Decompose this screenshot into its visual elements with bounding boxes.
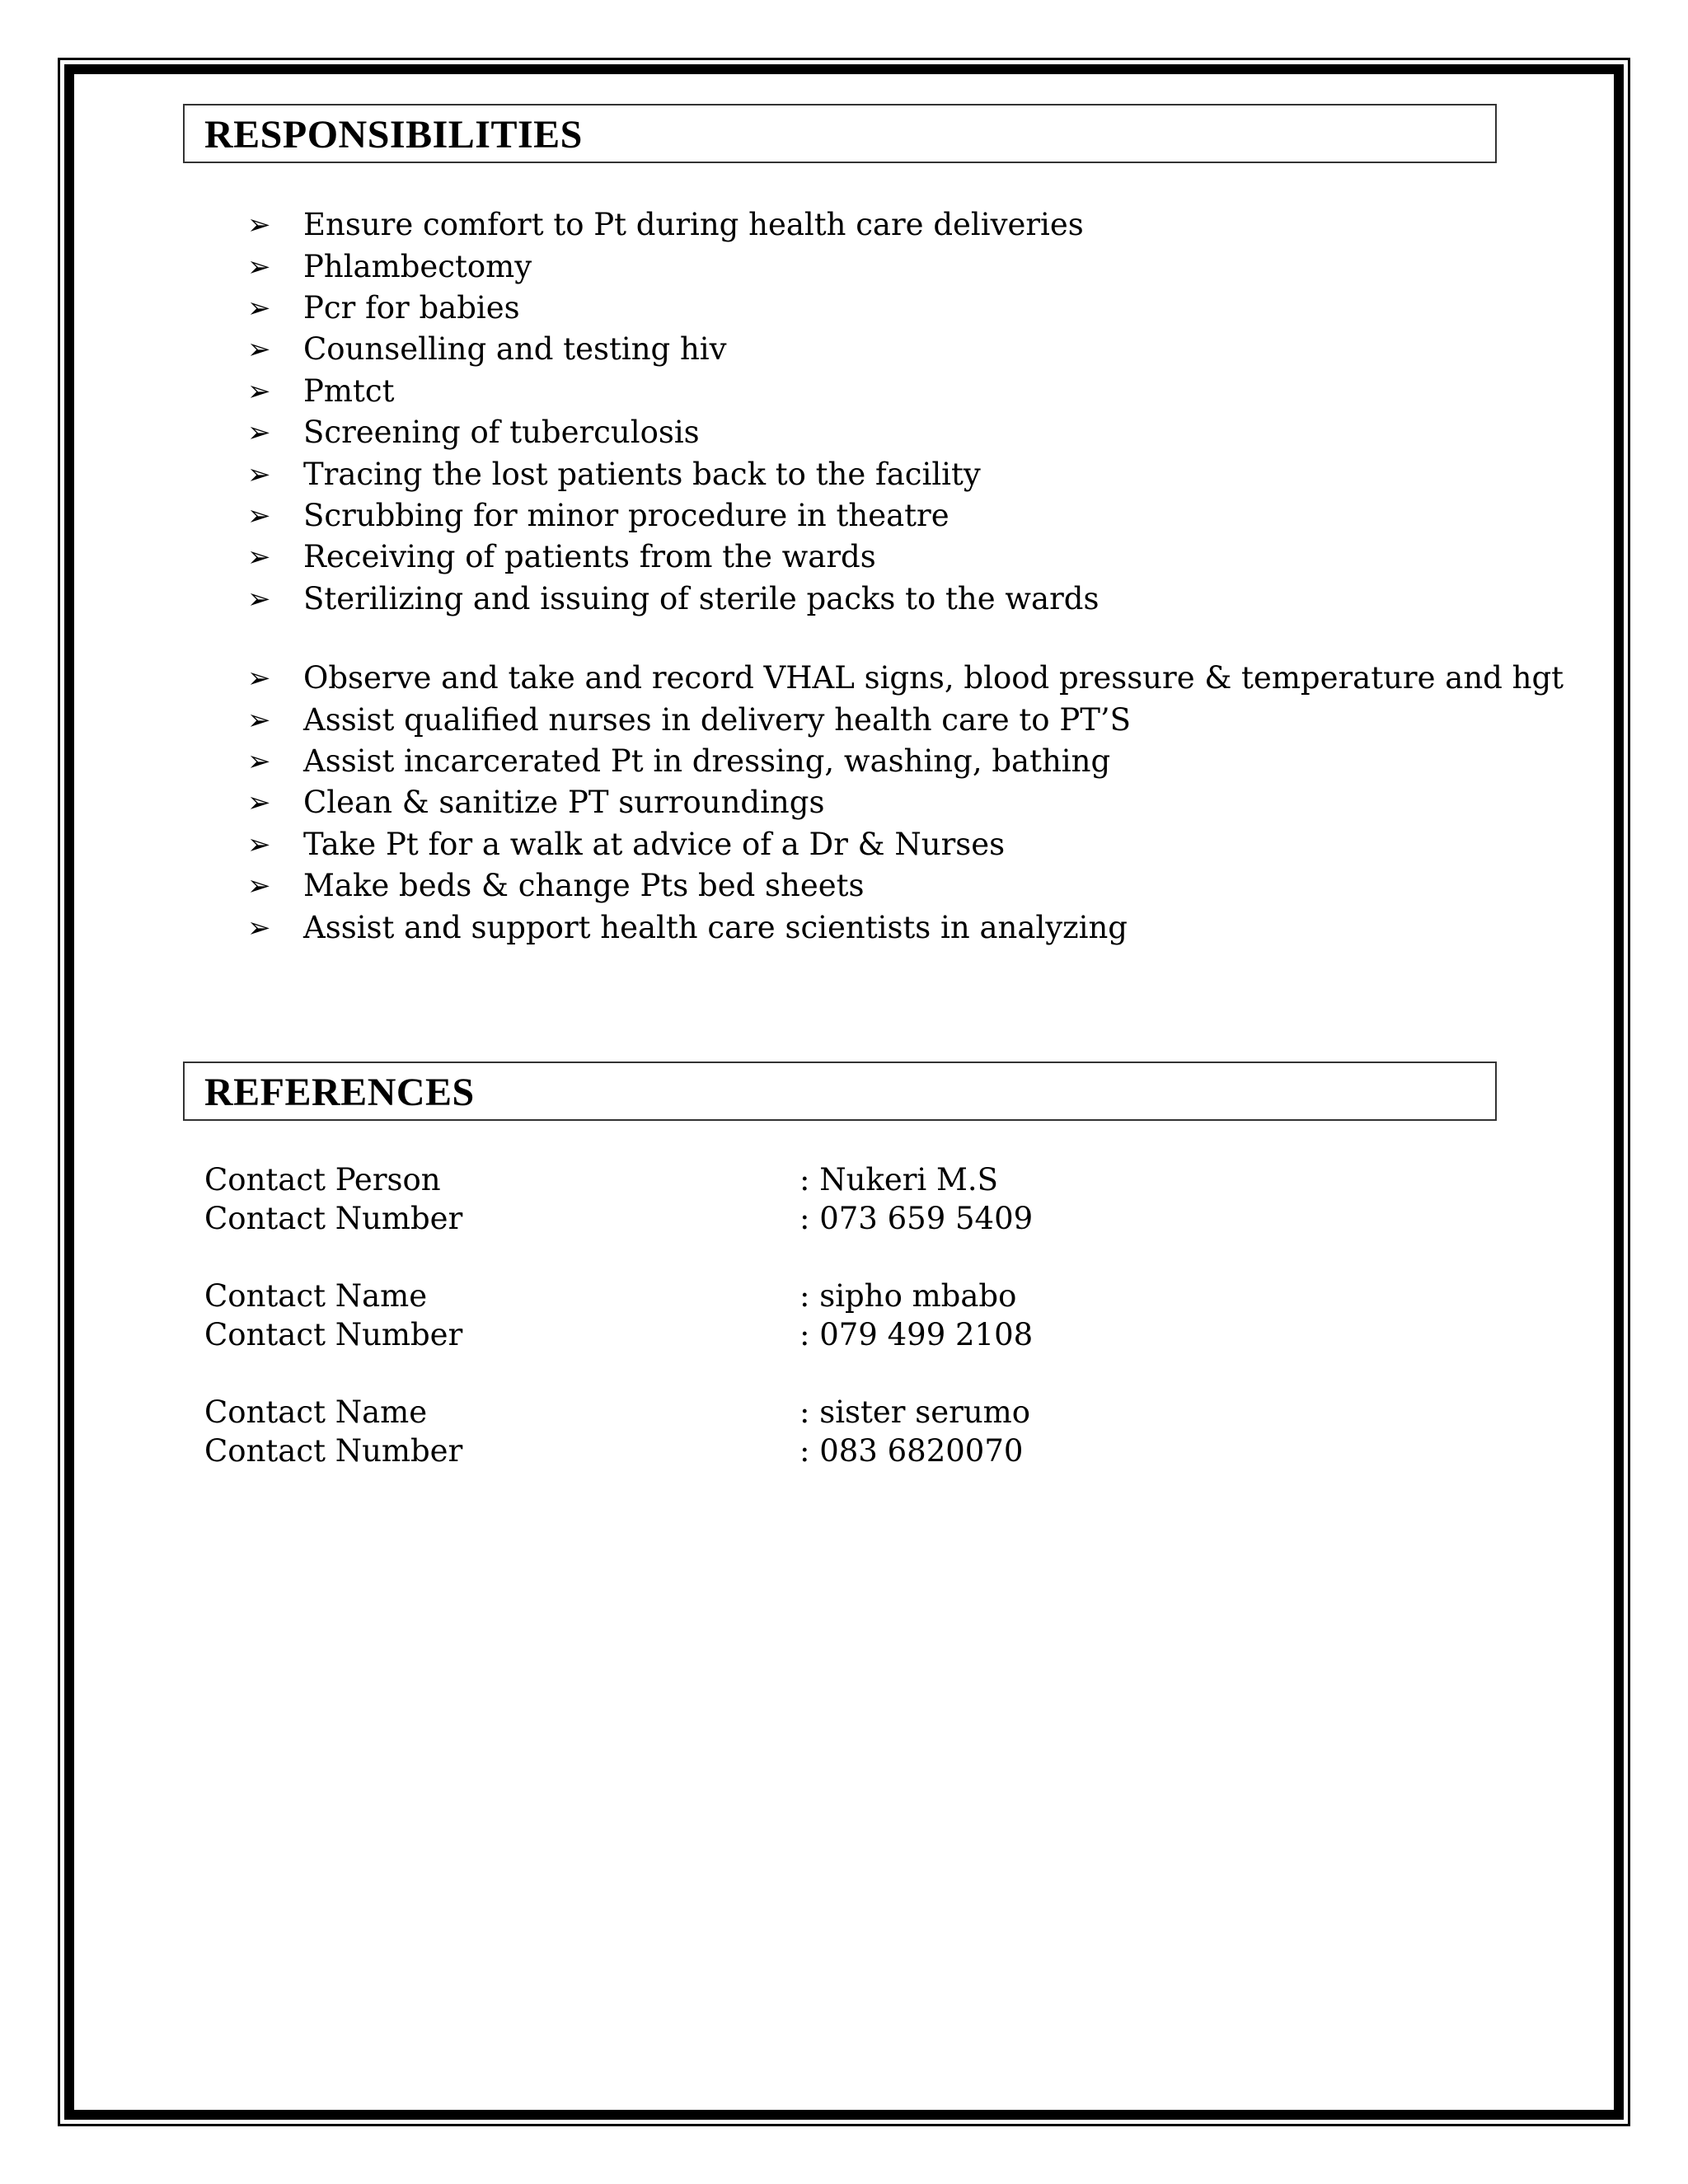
arrow-bullet-icon: ➢: [247, 457, 271, 491]
reference-value: : sister serumo: [799, 1394, 1031, 1430]
arrow-bullet-icon: ➢: [247, 703, 271, 737]
list-item: ➢ Pmtct: [247, 371, 1099, 412]
arrow-bullet-icon: ➢: [247, 541, 271, 574]
reference-label: Contact Name: [204, 1278, 428, 1314]
list-item: ➢ Phlambectomy: [247, 246, 1099, 287]
list-item: ➢ Take Pt for a walk at advice of a Dr & Nurses: [247, 824, 1564, 865]
list-item: ➢ Tracing the lost patients back to the facility: [247, 453, 1099, 494]
list-item: ➢ Ensure comfort to Pt during health care deliveries: [247, 204, 1099, 246]
reference-spacer: [204, 1354, 1358, 1393]
references-list: [204, 1160, 1358, 1470]
reference-row: [204, 1160, 1358, 1199]
arrow-bullet-icon: ➢: [247, 499, 271, 532]
list-item: ➢ Pcr for babies: [247, 288, 1099, 329]
list-item: ➢ Observe and take and record VHAL signs, blood pressure & temperature and hgt: [247, 658, 1564, 699]
arrow-bullet-icon: ➢: [247, 786, 271, 820]
arrow-bullet-icon: ➢: [247, 869, 271, 903]
reference-value: : 079 499 2108: [799, 1317, 1034, 1352]
list-item: ➢ Clean & sanitize PT surroundings: [247, 782, 1564, 823]
list-item: ➢ Scrubbing for minor procedure in theatre: [247, 495, 1099, 537]
arrow-bullet-icon: ➢: [247, 291, 271, 325]
list-item: ➢ Sterilizing and issuing of sterile packs to the wards: [247, 579, 1099, 620]
arrow-bullet-icon: ➢: [247, 209, 271, 242]
responsibilities-list-secondary: [247, 658, 1564, 949]
reference-value: : 083 6820070: [799, 1433, 1024, 1469]
arrow-bullet-icon: ➢: [247, 333, 271, 367]
reference-value: : Nukeri M.S: [799, 1162, 999, 1197]
responsibilities-header: [183, 104, 1497, 163]
arrow-bullet-icon: ➢: [247, 827, 271, 861]
reference-label: Contact Number: [204, 1317, 463, 1352]
reference-value: : 073 659 5409: [799, 1201, 1034, 1236]
responsibilities-list-primary: [247, 204, 1099, 620]
reference-row: [204, 1199, 1358, 1238]
reference-row: [204, 1393, 1358, 1432]
arrow-bullet-icon: ➢: [247, 416, 271, 450]
reference-value: : sipho mbabo: [799, 1278, 1017, 1314]
responsibilities-title: RESPONSIBILITIES: [204, 113, 583, 157]
arrow-bullet-icon: ➢: [247, 662, 271, 696]
arrow-bullet-icon: ➢: [247, 374, 271, 408]
reference-label: Contact Number: [204, 1433, 463, 1469]
arrow-bullet-icon: ➢: [247, 250, 271, 284]
references-title: REFERENCES: [204, 1071, 475, 1114]
list-item: ➢ Screening of tuberculosis: [247, 412, 1099, 453]
list-item: ➢ Counselling and testing hiv: [247, 329, 1099, 370]
list-item: ➢ Assist incarcerated Pt in dressing, washing, bathing: [247, 741, 1564, 782]
reference-label: Contact Name: [204, 1394, 428, 1430]
list-item: ➢ Assist qualified nurses in delivery health care to PT’S: [247, 699, 1564, 740]
arrow-bullet-icon: ➢: [247, 744, 271, 778]
reference-label: Contact Number: [204, 1201, 463, 1236]
arrow-bullet-icon: ➢: [247, 911, 271, 944]
reference-spacer: [204, 1238, 1358, 1277]
reference-row: [204, 1277, 1358, 1315]
list-item: ➢ Receiving of patients from the wards: [247, 537, 1099, 578]
reference-row: [204, 1315, 1358, 1354]
list-item: ➢ Assist and support health care scientists in analyzing: [247, 907, 1564, 948]
references-header: [183, 1062, 1497, 1121]
arrow-bullet-icon: ➢: [247, 582, 271, 616]
list-item: ➢ Make beds & change Pts bed sheets: [247, 865, 1564, 907]
reference-label: Contact Person: [204, 1162, 441, 1197]
reference-row: [204, 1432, 1358, 1470]
